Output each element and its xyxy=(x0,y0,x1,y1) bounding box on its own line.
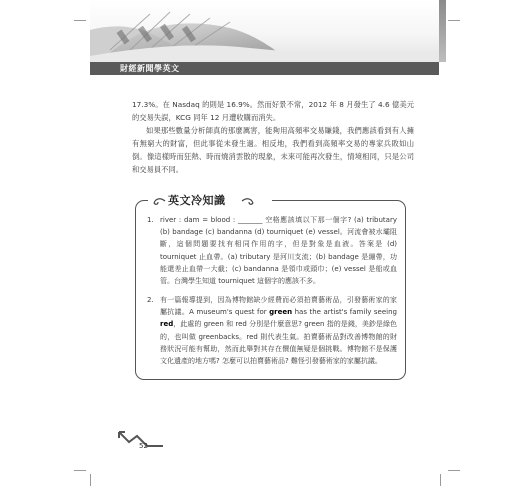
trivia-item-1 xyxy=(147,214,397,287)
crop-mark xyxy=(90,474,91,486)
crop-mark xyxy=(74,20,86,21)
body-paragraph-1: 17.3%。在 Nasdaq 的則是 16.9%。然而好景不常，2012 年 8 月發生了 4.6 億美元的交易失誤，KCG 同年 12 月遭收購而消失。 xyxy=(132,100,414,122)
trivia-text-part: ，此處的 green 和 red 分別是什麼意思? green 指的是錢，美鈔是綠色的，也叫做 greenbacks。red 則代表生氣。拍賣藝術品對改善博物館的財務狀況可能有幫助，然而此舉對其存在價值無疑是個挑戰。博物館不是保護文化遺產的地方嗎? 怎麼可以拍賣藝術品? 難怪引發藝術家的家屬抗議。 xyxy=(160,320,397,366)
left-swirl-icon xyxy=(150,196,166,206)
keyword-green: green xyxy=(269,308,293,317)
header-illustration xyxy=(90,0,439,62)
crop-mark xyxy=(448,470,460,471)
trivia-item-number: 1. xyxy=(147,216,154,224)
crop-mark xyxy=(440,474,441,486)
crop-mark xyxy=(448,20,460,21)
trivia-item-number: 2. xyxy=(147,296,154,304)
right-swirl-icon xyxy=(241,196,257,206)
running-header-title: 財經新聞學英文 xyxy=(120,64,180,73)
trivia-text-part: 有一篇報導提到，因為博物館缺少經費而必須拍賣藝術品，引發藝術家的家屬抗議。A museum's quest for xyxy=(160,296,397,317)
page-number: 52 xyxy=(139,442,148,450)
section-title: 英文冷知識 xyxy=(168,194,226,207)
keyword-red: red xyxy=(160,320,174,329)
body-paragraph-2: 如果那些數量分析師真的那麼厲害，能夠用高頻率交易賺錢，我們應該看到有人擁有無窮大的財富，但此事從未發生過。相反地，我們看到高頻率交易的專家兵敗如山倒。像這樣時而狂熱、時而燒消雲散的現象，未來可能再次發生，情境相同，只是公司和交易員不同。 xyxy=(132,126,414,174)
crop-mark xyxy=(74,470,86,471)
section-heading xyxy=(150,193,270,209)
trivia-item-text xyxy=(160,294,397,367)
trivia-item-2 xyxy=(147,294,397,367)
trivia-item-text: river : dam = blood : _______ 空格應該填以下那一個字? (a) tributary (b) bandage (c) bandanna (d) tourniquet (e) vessel。河流會被水壩阻斷，這個問題要找有相同作用的字，但是對象是血液。答案是 (d) tourniquet 止血帶。(a) tributary 是河川支流；(b) bandage 是繃帶，功能還差止血帶一大截；(c) bandanna 是領巾或頭巾；(e) vessel 是船或血管。台灣學生知道 tourniquet 這個字的應該不多。 xyxy=(160,216,397,286)
page-edge-tab xyxy=(439,0,446,62)
trivia-text-part: has the artist's family seeing xyxy=(292,308,397,317)
